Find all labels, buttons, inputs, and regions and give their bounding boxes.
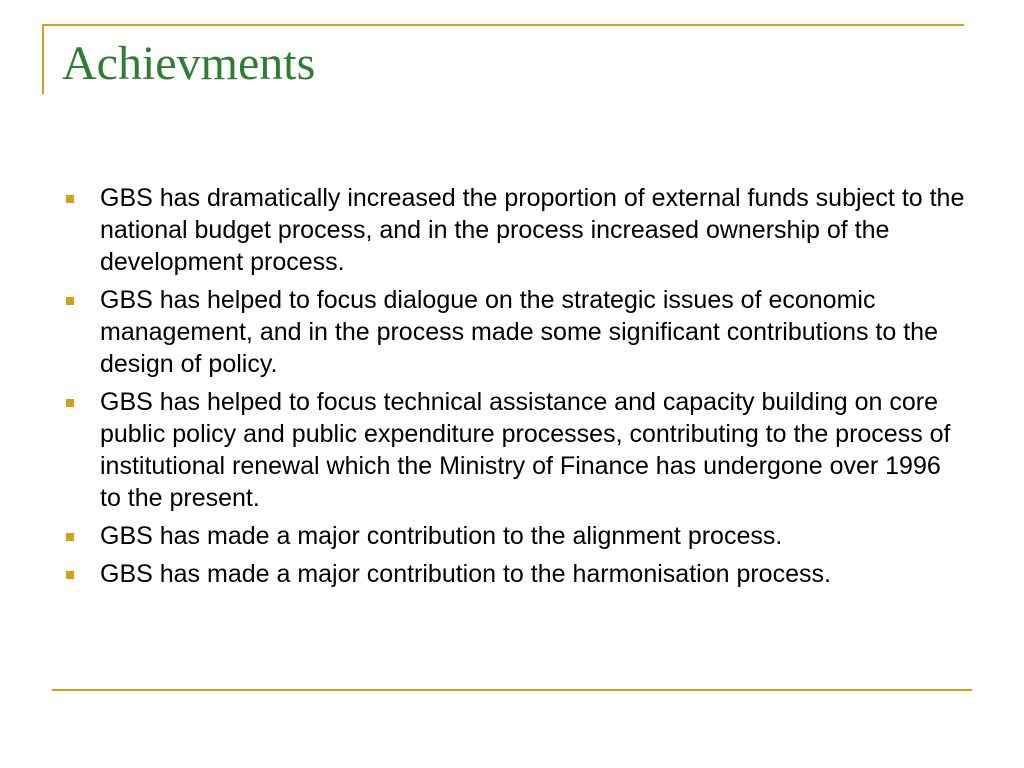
bullet-text: GBS has made a major contribution to the alignment process. <box>100 522 783 550</box>
square-bullet-icon <box>66 533 74 541</box>
square-bullet-icon <box>66 297 74 305</box>
bullet-item <box>66 558 966 590</box>
bullet-item <box>66 520 966 552</box>
bottom-divider <box>52 689 972 691</box>
square-bullet-icon <box>66 195 74 203</box>
bullet-item <box>66 386 966 514</box>
square-bullet-icon <box>66 399 74 407</box>
left-accent-bar <box>42 24 44 94</box>
square-bullet-icon <box>66 571 74 579</box>
bullet-item <box>66 284 966 380</box>
slide-title: Achievments <box>62 37 316 90</box>
bullet-text: GBS has dramatically increased the proportion of external funds subject to the national budget process, and in the process increased ownership of the development process. <box>100 184 965 276</box>
top-divider <box>42 24 964 26</box>
bullet-list <box>66 182 966 596</box>
bullet-item <box>66 182 966 278</box>
bullet-text: GBS has helped to focus technical assistance and capacity building on core public policy and public expenditure processes, contributing to the process of institutional renewal which the Ministry of Finance has undergone over 1996 to the present. <box>100 388 951 512</box>
bullet-text: GBS has made a major contribution to the harmonisation process. <box>100 560 831 588</box>
bullet-text: GBS has helped to focus dialogue on the strategic issues of economic management, and in the process made some significant contributions to the design of policy. <box>100 286 938 378</box>
